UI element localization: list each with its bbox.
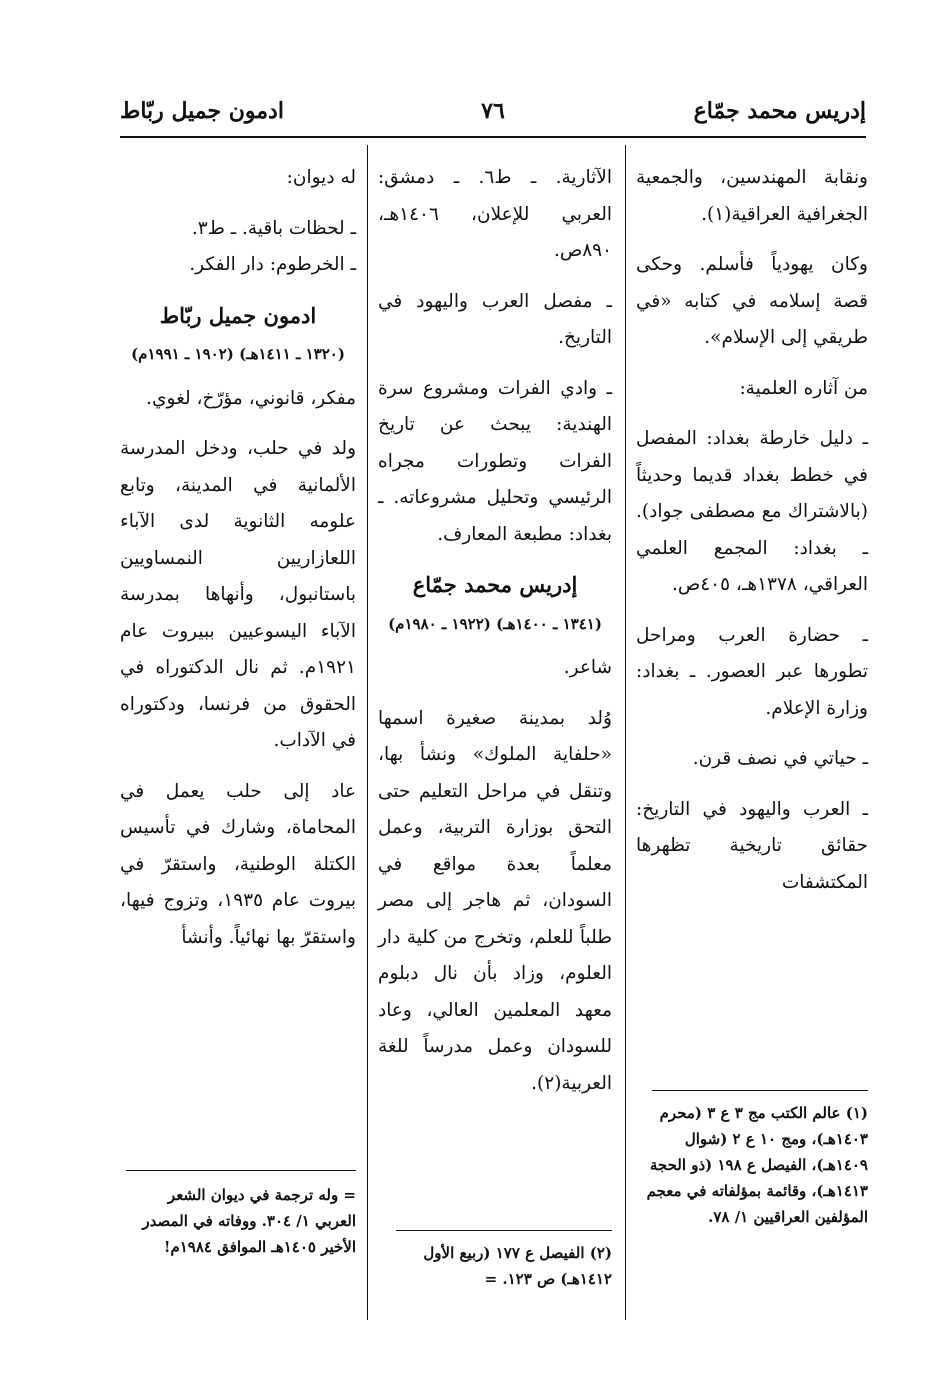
work-item: ـ الخرطوم: دار الفكر. — [189, 254, 356, 275]
entry-dates: (١٣٤١ ـ ١٤٠٠هـ) (١٩٢٢ ـ ١٩٨٠م) — [388, 614, 602, 633]
entry-bio: ولد في حلب، ودخل المدرسة الألمانية في المدينة، وتابع علومه الثانوية لدى الآباء اللعازاريين النمساويين باستانبول، وأنهاها بمدرسة الآباء اليسوعيين ببيروت عام ١٩٢١م. ثم نال الدكتوراه في الحقوق من فرنسا، ودكتوراه في الآداب. — [120, 438, 356, 751]
entry-bio: عاد إلى حلب يعمل في المحاماة، وشارك في تأسيس الكتلة الوطنية، واستقرّ في بيروت عام ١٩٣٥، وتزوج فيها، واستقرّ بها نهائياً. وأنشأ — [120, 780, 356, 948]
footnote-text: (١) عالم الكتب مج ٣ ع ٣ (محرم ١٤٠٣هـ)، ومج ١٠ ع ٢ (شوال ١٤٠٩هـ)، الفيصل ع ١٩٨ (ذو الحجة ١٤١٣هـ)، وقائمة بمؤلفاته في معجم المؤلفين العراقيين ١/ ٧٨. — [646, 1104, 868, 1226]
section-heading: من آثاره العلمية: — [739, 377, 868, 399]
page-number: ٧٦ — [481, 98, 505, 124]
column-divider-left — [367, 145, 368, 1320]
running-head-left: ادمون جميل ربّاط — [120, 98, 284, 124]
work-item: ـ لحظات باقية. ـ ط٣. — [191, 217, 356, 239]
column-divider-right — [625, 145, 626, 1320]
running-head-right: إدريس محمد جمّاع — [693, 98, 866, 124]
footnote-text: (٢) الفيصل ع ١٧٧ (ربيع الأول ١٤١٢هـ) ص ١٢٣. = — [423, 1244, 612, 1288]
footnote-rule-left — [126, 1170, 356, 1171]
left-column — [120, 160, 356, 970]
paragraph: ـ وادي الفرات ومشروع سرة الهندية: يبحث عن تاريخ الفرات وتطورات مجراه الرئيسي وتحليل مشروعاته. ـ بغداد: مطبعة المعارف. — [378, 377, 612, 545]
footnote-rule-middle — [396, 1230, 612, 1231]
paragraph: وكان يهودياً فأسلم. وحكى قصة إسلامه في كتابه «في طريقي إلى الإسلام». — [636, 254, 868, 348]
intro-line: له ديوان: — [286, 167, 356, 188]
paragraph: ـ حضارة العرب ومراحل تطورها عبر العصور. ـ بغداد: وزارة الإعلام. — [636, 624, 868, 719]
right-column — [636, 160, 868, 915]
paragraph: ونقابة المهندسين، والجمعية الجغرافية العراقية(١). — [636, 167, 868, 225]
entry-title: ادمون جميل ربّاط — [159, 302, 317, 328]
paragraph: ـ حياتي في نصف قرن. — [692, 748, 868, 769]
footnote-left — [122, 1182, 356, 1260]
middle-column — [378, 160, 612, 1116]
header-rule — [120, 136, 866, 138]
entry-role: مفكر، قانوني، مؤرّخ، لغوي. — [146, 387, 356, 409]
page-header — [120, 92, 866, 132]
footnote-rule-right — [652, 1090, 868, 1091]
entry-role: شاعر. — [563, 657, 612, 678]
paragraph: الآثارية. ـ ط٦. ـ دمشق: العربي للإعلان، ١٤٠٦هـ، ٨٩٠ص. — [378, 167, 612, 261]
footnote-right — [638, 1100, 868, 1230]
paragraph: ـ دليل خارطة بغداد: المفصل في خطط بغداد قديما وحديثاً (بالاشتراك مع مصطفى جواد). ـ بغداد: المجمع العلمي العراقي، ١٣٧٨هـ، ٤٠٥ص. — [636, 428, 868, 595]
footnote-middle — [380, 1240, 612, 1292]
entry-bio: وُلد بمدينة صغيرة اسمها «حلفاية الملوك» ونشأ بها، وتنقل في مراحل التعليم حتى التحق بوزارة التربية، وعمل معلماً بعدة مواقع في السودان، ثم هاجر إلى مصر طلباً للعلم، وتخرج من كلية دار العلوم، وزاد بأن نال دبلوم معهد المعلمين العالي، وعاد للسودان وعمل مدرساً للغة العربية(٢). — [378, 707, 612, 1094]
paragraph: ـ العرب واليهود في التاريخ: حقائق تاريخية تظهرها المكتشفات — [636, 798, 868, 893]
entry-title: إدريس محمد جمّاع — [412, 572, 578, 597]
entry-dates: (١٣٢٠ ـ ١٤١١هـ) (١٩٠٢ ـ ١٩٩١م) — [131, 345, 345, 363]
paragraph: ـ مفصل العرب واليهود في التاريخ. — [378, 290, 612, 348]
footnote-text: = وله ترجمة في ديوان الشعر العربي ١/ ٣٠٤. ووفاته في المصدر الأخير ١٤٠٥هـ الموافق ١٩٨٤م! — [142, 1186, 356, 1256]
